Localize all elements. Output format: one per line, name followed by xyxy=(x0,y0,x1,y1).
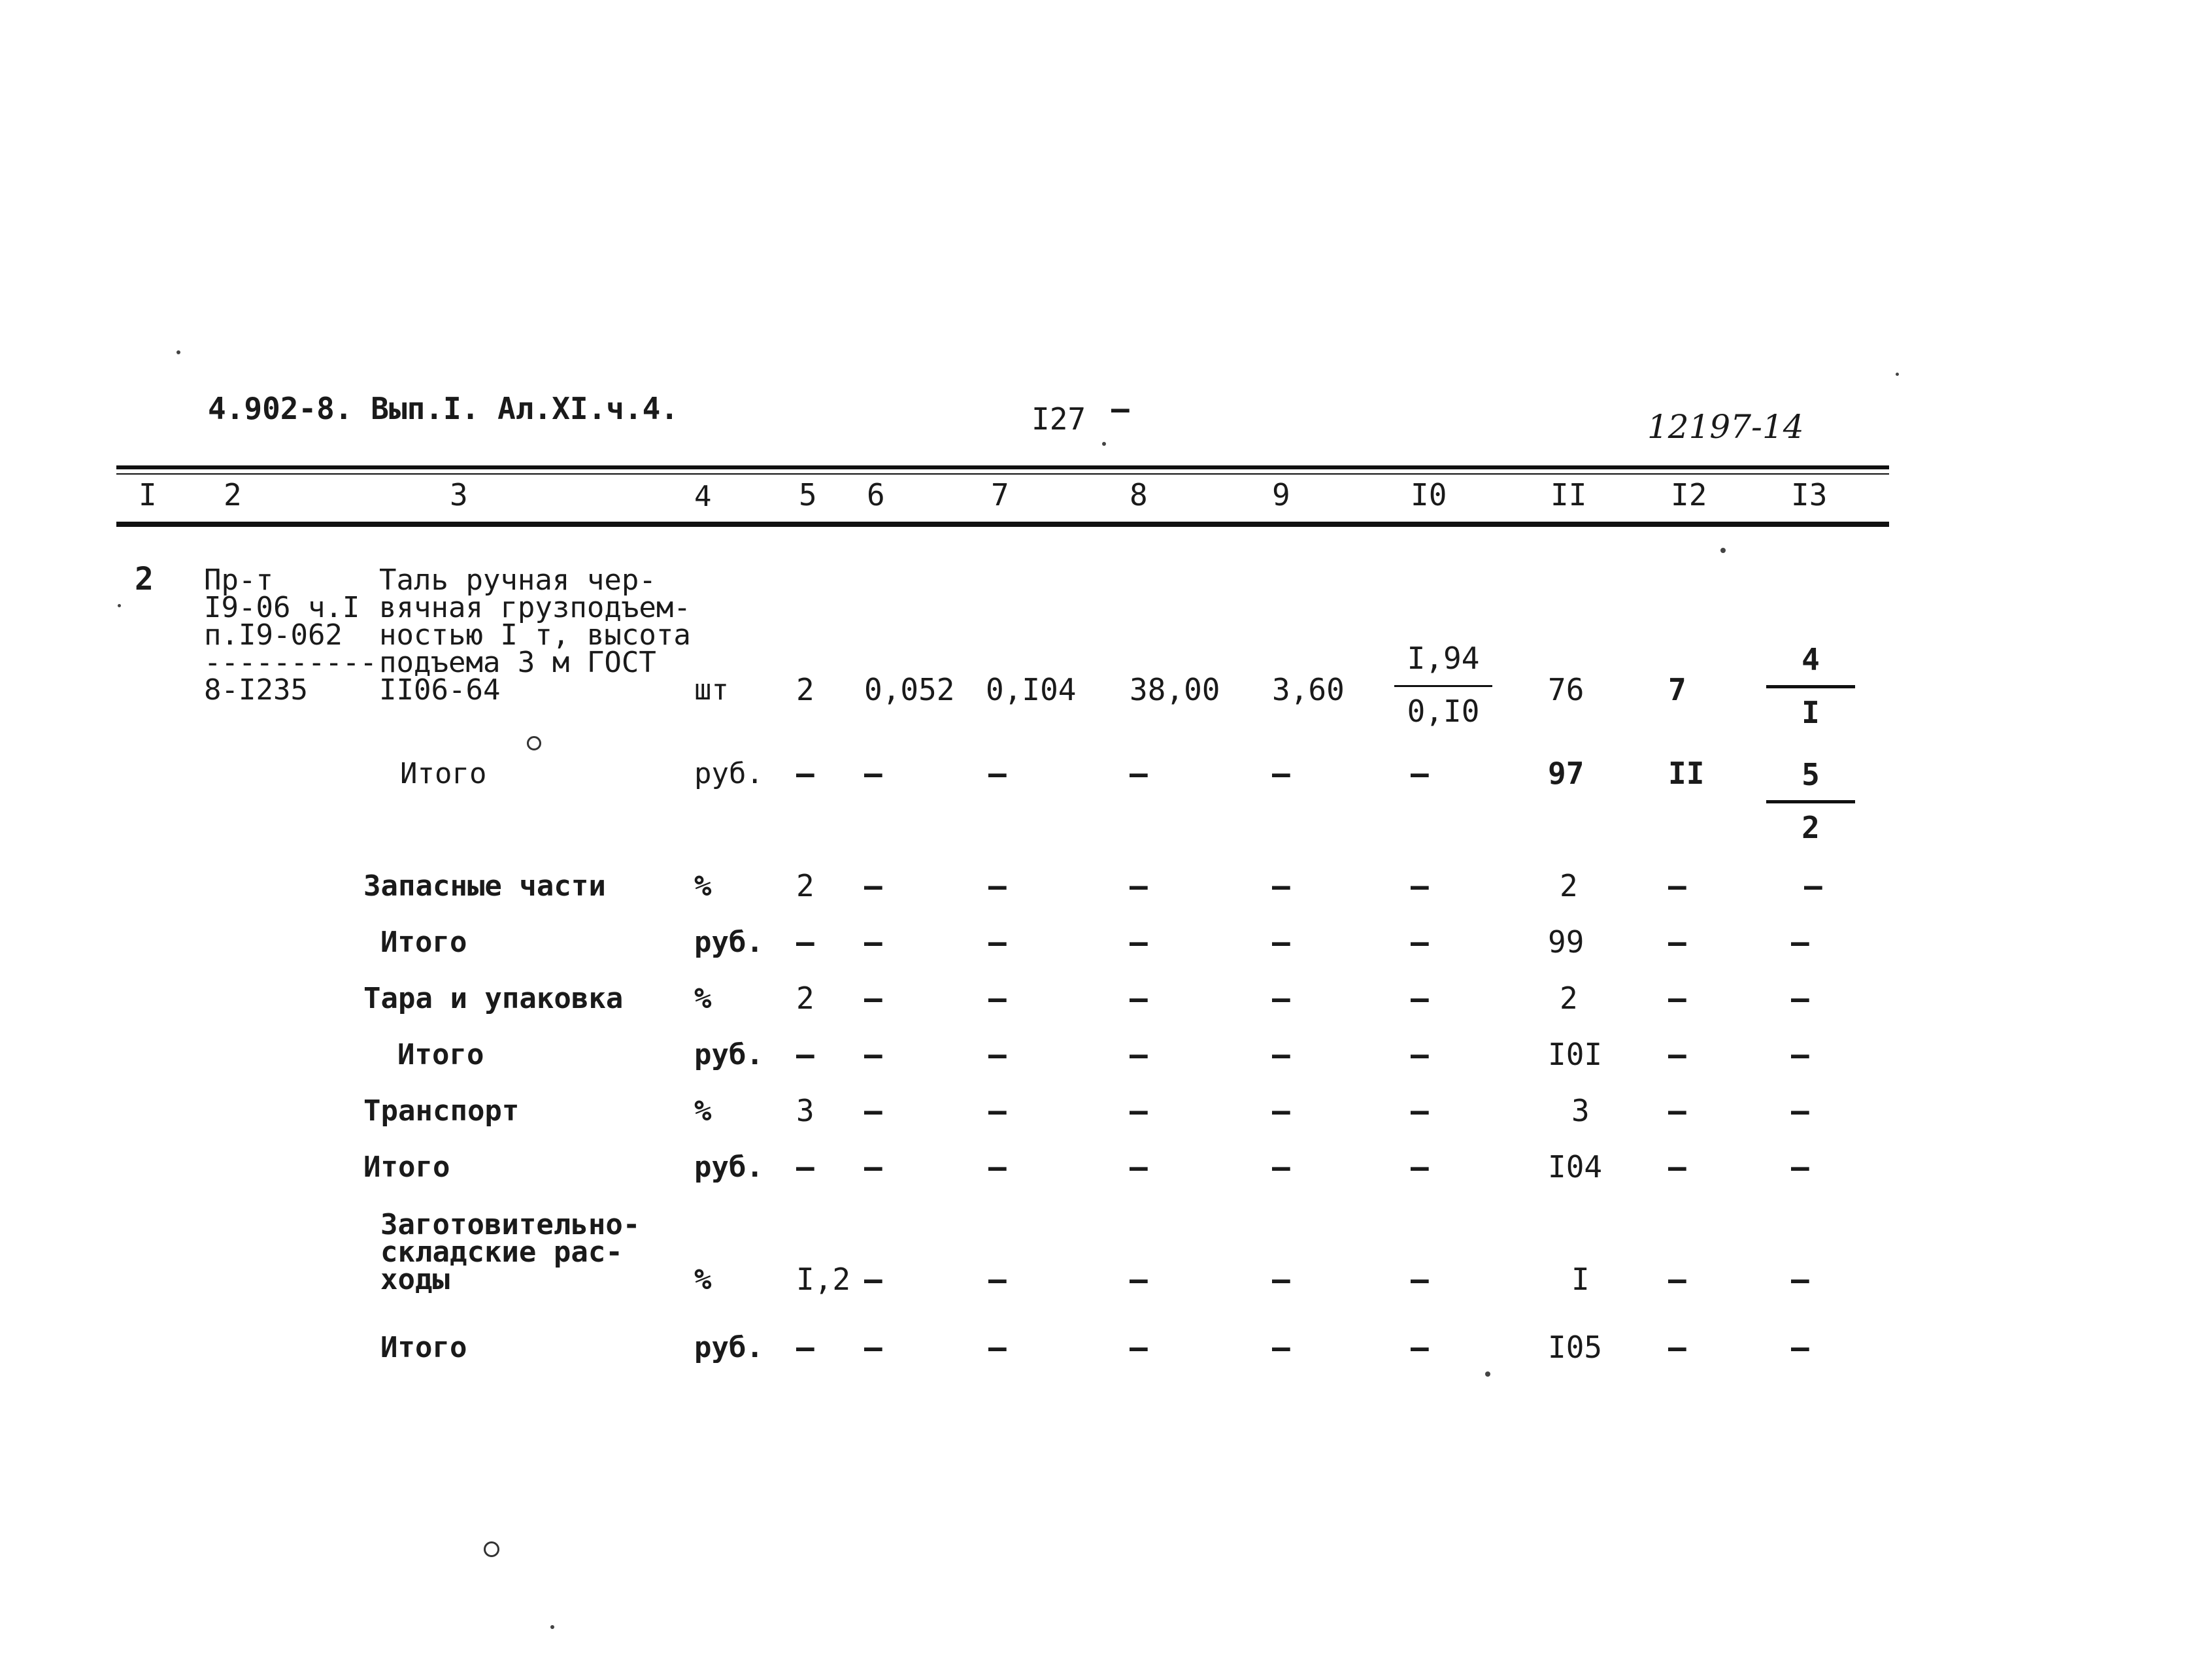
item-position: 2 xyxy=(135,561,154,597)
row-unit: руб. xyxy=(694,1151,763,1184)
item-reference-line: 8-I235 xyxy=(204,673,308,707)
scan-speck xyxy=(1102,442,1106,446)
row-label-line: ходы xyxy=(380,1263,450,1296)
row-unit: руб. xyxy=(694,757,763,790)
col-header-6: 6 xyxy=(867,477,885,512)
row-col9: – xyxy=(1272,981,1290,1016)
row-col9: – xyxy=(1272,1149,1290,1184)
row-col5: – xyxy=(796,1037,814,1072)
row-col11: 99 xyxy=(1548,924,1584,960)
row-col7: – xyxy=(988,1262,1007,1297)
row-col8: – xyxy=(1130,1262,1148,1297)
item-col8: 38,00 xyxy=(1130,672,1220,707)
row-col12: – xyxy=(1668,1037,1686,1072)
col-header-3: 3 xyxy=(450,477,468,512)
row-col13-denominator: 2 xyxy=(1801,810,1820,845)
row-col7: – xyxy=(988,924,1007,960)
item-col7: 0,I04 xyxy=(986,672,1077,707)
page-number: I27 xyxy=(1031,401,1086,437)
row-col8: – xyxy=(1130,924,1148,960)
table-top-rule xyxy=(116,465,1889,469)
item-col13-denominator: I xyxy=(1801,695,1820,730)
item-name-line: II06-64 xyxy=(379,673,501,707)
row-col8: – xyxy=(1130,981,1148,1016)
col-header-12: I2 xyxy=(1671,477,1707,512)
row-col7: – xyxy=(988,1037,1007,1072)
row-unit: % xyxy=(694,1263,712,1296)
page-number-dash: – xyxy=(1111,391,1130,426)
item-name-line: ностью I т, высота xyxy=(379,618,691,652)
row-col5: 3 xyxy=(796,1093,814,1128)
row-col11: I05 xyxy=(1548,1330,1603,1365)
row-col8: – xyxy=(1130,1149,1148,1184)
row-col13-fraction xyxy=(1765,757,1856,845)
item-unit: шт xyxy=(694,673,729,707)
row-col12: – xyxy=(1668,1093,1686,1128)
scan-speck xyxy=(1720,548,1726,553)
row-unit: руб. xyxy=(694,1038,763,1071)
item-reference-divider: ---------- xyxy=(204,646,377,679)
row-col9: – xyxy=(1272,756,1290,791)
row-label: Итого xyxy=(380,926,467,959)
row-unit: % xyxy=(694,869,712,903)
scan-speck xyxy=(550,1625,554,1629)
row-col13: – xyxy=(1791,1037,1809,1072)
item-name-line: вячная грузподъем- xyxy=(379,591,691,624)
col-header-4: 4 xyxy=(694,480,712,513)
item-col13-numerator: 4 xyxy=(1801,642,1820,677)
row-col12: – xyxy=(1668,981,1686,1016)
scan-speck xyxy=(1485,1371,1490,1377)
row-col5: – xyxy=(796,756,814,791)
row-col12: II xyxy=(1668,756,1705,791)
row-col13: – xyxy=(1791,1149,1809,1184)
row-col11: I0I xyxy=(1548,1037,1603,1072)
row-label: Итого xyxy=(380,1331,467,1364)
row-col6: – xyxy=(864,1330,882,1365)
row-col5: – xyxy=(796,1330,814,1365)
row-unit: руб. xyxy=(694,926,763,959)
item-name-line: подъема 3 м ГОСТ xyxy=(379,646,656,679)
item-col10-fraction xyxy=(1391,641,1496,729)
row-col13-numerator: 5 xyxy=(1801,757,1820,792)
item-col12: 7 xyxy=(1668,672,1686,707)
row-col6: – xyxy=(864,981,882,1016)
col-header-9: 9 xyxy=(1272,477,1290,512)
row-col7: – xyxy=(988,756,1007,791)
document-code: 4.902-8. Вып.I. Ал.XI.ч.4. xyxy=(208,391,679,426)
row-col6: – xyxy=(864,1262,882,1297)
row-col10: – xyxy=(1411,1037,1429,1072)
row-col6: – xyxy=(864,924,882,960)
item-col10-numerator: I,94 xyxy=(1407,641,1480,676)
item-col13-fraction xyxy=(1765,642,1856,730)
row-col10: – xyxy=(1411,1262,1429,1297)
fraction-bar xyxy=(1766,800,1855,803)
col-header-7: 7 xyxy=(991,477,1009,512)
item-col10-denominator: 0,I0 xyxy=(1407,694,1480,729)
row-col13: – xyxy=(1804,868,1822,903)
row-col10: – xyxy=(1411,1330,1429,1365)
row-col7: – xyxy=(988,1330,1007,1365)
row-col5: – xyxy=(796,1149,814,1184)
row-label: Запасные части xyxy=(363,869,606,903)
row-col9: – xyxy=(1272,1037,1290,1072)
row-col7: – xyxy=(988,981,1007,1016)
row-col11: 3 xyxy=(1571,1093,1590,1128)
row-col12: – xyxy=(1668,868,1686,903)
row-col11: I04 xyxy=(1548,1149,1603,1184)
row-col5: 2 xyxy=(796,868,814,903)
scan-speck xyxy=(1896,373,1899,376)
table-header-rule xyxy=(116,522,1889,527)
row-label: Транспорт xyxy=(363,1094,520,1128)
item-quantity: 2 xyxy=(796,672,814,707)
row-col9: – xyxy=(1272,868,1290,903)
row-col10: – xyxy=(1411,1149,1429,1184)
col-header-13: I3 xyxy=(1791,477,1828,512)
table-top-rule-thin xyxy=(116,473,1889,475)
scan-ring-mark xyxy=(484,1541,499,1557)
col-header-5: 5 xyxy=(799,477,817,512)
row-col8: – xyxy=(1130,868,1148,903)
col-header-8: 8 xyxy=(1130,477,1148,512)
row-col7: – xyxy=(988,1149,1007,1184)
fraction-bar xyxy=(1394,685,1492,687)
row-col6: – xyxy=(864,1093,882,1128)
row-unit: % xyxy=(694,1094,712,1128)
item-reference-line: п.I9-062 xyxy=(204,618,343,652)
row-col5: 2 xyxy=(796,981,814,1016)
row-col10: – xyxy=(1411,1093,1429,1128)
col-header-11: II xyxy=(1550,477,1587,512)
row-col13: – xyxy=(1791,981,1809,1016)
row-col9: – xyxy=(1272,1262,1290,1297)
archive-number: 12197-14 xyxy=(1647,408,1804,446)
row-col10: – xyxy=(1411,924,1429,960)
row-col10: – xyxy=(1411,868,1429,903)
row-col11: 2 xyxy=(1560,868,1578,903)
row-col12: – xyxy=(1668,924,1686,960)
row-col7: – xyxy=(988,1093,1007,1128)
row-label: Тара и упаковка xyxy=(363,982,624,1015)
col-header-2: 2 xyxy=(224,477,242,512)
row-col11: I xyxy=(1571,1262,1590,1297)
item-name-line: Таль ручная чер- xyxy=(379,563,656,597)
item-reference-line: Пр-т xyxy=(204,563,273,597)
row-col11: 97 xyxy=(1548,756,1584,791)
row-unit: руб. xyxy=(694,1331,763,1364)
row-label: Итого xyxy=(363,1151,450,1184)
row-col9: – xyxy=(1272,924,1290,960)
row-col12: – xyxy=(1668,1149,1686,1184)
fraction-bar xyxy=(1766,685,1855,688)
item-col6: 0,052 xyxy=(864,672,955,707)
row-col5: I,2 xyxy=(796,1262,851,1297)
row-col6: – xyxy=(864,868,882,903)
row-col13: – xyxy=(1791,1262,1809,1297)
row-col8: – xyxy=(1130,1330,1148,1365)
row-col12: – xyxy=(1668,1330,1686,1365)
row-col13: – xyxy=(1791,1093,1809,1128)
row-col10: – xyxy=(1411,981,1429,1016)
row-col5: – xyxy=(796,924,814,960)
row-col6: – xyxy=(864,1037,882,1072)
row-col6: – xyxy=(864,756,882,791)
row-col10: – xyxy=(1411,756,1429,791)
row-col11: 2 xyxy=(1560,981,1578,1016)
scan-speck xyxy=(176,350,180,354)
row-unit: % xyxy=(694,982,712,1015)
row-col8: – xyxy=(1130,1093,1148,1128)
row-col8: – xyxy=(1130,756,1148,791)
row-label: Итого xyxy=(400,757,487,790)
row-col6: – xyxy=(864,1149,882,1184)
row-label: Итого xyxy=(397,1038,484,1071)
row-col9: – xyxy=(1272,1093,1290,1128)
row-col8: – xyxy=(1130,1037,1148,1072)
row-col13: – xyxy=(1791,1330,1809,1365)
item-col11: 76 xyxy=(1548,672,1584,707)
row-col7: – xyxy=(988,868,1007,903)
row-label-line: Заготовительно- xyxy=(380,1208,641,1241)
row-col9: – xyxy=(1272,1330,1290,1365)
item-reference-line: I9-06 ч.I xyxy=(204,591,360,624)
row-col12: – xyxy=(1668,1262,1686,1297)
col-header-1: I xyxy=(139,477,157,512)
row-col13: – xyxy=(1791,924,1809,960)
item-col9: 3,60 xyxy=(1272,672,1345,707)
row-label-line: складские рас- xyxy=(380,1235,623,1269)
col-header-10: I0 xyxy=(1411,477,1447,512)
scan-speck xyxy=(118,604,121,607)
scan-ring-mark xyxy=(527,736,541,750)
